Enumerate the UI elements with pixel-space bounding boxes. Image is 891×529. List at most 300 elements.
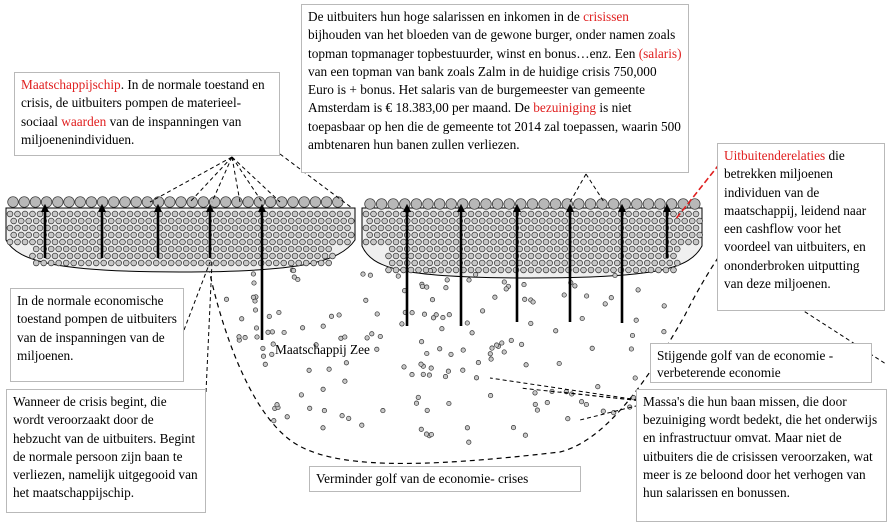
masses-note: Massa's die hun baan missen, die door bezuiniging wordt bedekt, die het onderwijs en infrastructuur omvat. Maar niet de uitbuiters die de crisissen veroorzaken, wat meer is ze beloond door het verhogen van hun salarissen en bonussen. — [636, 389, 887, 522]
individual-circle — [90, 225, 96, 231]
individual-circle — [382, 218, 388, 224]
individual-circle — [337, 239, 343, 245]
individual-circle — [165, 253, 171, 259]
exploiter-circle — [53, 197, 64, 208]
sea-individual-circle — [272, 419, 276, 423]
individual-circle — [543, 267, 549, 273]
individual-circle — [607, 232, 613, 238]
individual-circle — [644, 218, 650, 224]
individual-circle — [386, 225, 392, 231]
individual-circle — [438, 239, 444, 245]
sea-individual-circle — [474, 376, 478, 380]
sea-individual-circle — [253, 308, 257, 312]
individual-circle — [105, 253, 111, 259]
individual-circle — [401, 225, 407, 231]
individual-circle — [611, 211, 617, 217]
highlighted-term: bezuiniging — [533, 100, 597, 116]
individual-circle — [202, 253, 208, 259]
sea-individual-circle — [502, 280, 506, 284]
individual-circle — [378, 225, 384, 231]
individual-circle — [30, 225, 36, 231]
exploiter-circle — [400, 199, 411, 210]
individual-circle — [543, 253, 549, 259]
individual-circle — [11, 232, 17, 238]
individual-circle — [596, 225, 602, 231]
individual-circle — [558, 211, 564, 217]
individual-circle — [449, 246, 455, 252]
individual-circle — [345, 239, 351, 245]
individual-circle — [528, 253, 534, 259]
individual-circle — [93, 232, 99, 238]
individual-circle — [573, 211, 579, 217]
individual-circle — [217, 239, 223, 245]
exploiter-circle — [504, 199, 515, 210]
exploiter-circle — [19, 197, 30, 208]
individual-circle — [281, 246, 287, 252]
individual-circle — [195, 239, 201, 245]
sea-individual-circle — [467, 440, 471, 444]
exploiter-circle — [232, 197, 243, 208]
individual-circle — [442, 218, 448, 224]
individual-circle — [674, 218, 680, 224]
individual-circle — [431, 239, 437, 245]
individual-circle — [491, 239, 497, 245]
individual-circle — [641, 225, 647, 231]
individual-circle — [296, 246, 302, 252]
individual-circle — [547, 232, 553, 238]
individual-circle — [213, 260, 219, 266]
individual-circle — [105, 225, 111, 231]
note-text: is niet toepasbaar op hen die de gemeente tot 2014 zal toepassen, waarin 500 ambtenaren hun banen zullen verliezen. — [308, 100, 681, 153]
individual-circle — [389, 232, 395, 238]
individual-circle — [240, 239, 246, 245]
individual-circle — [491, 225, 497, 231]
individual-circle — [393, 239, 399, 245]
exploiter-circle — [608, 199, 619, 210]
individual-circle — [191, 232, 197, 238]
individual-circle — [363, 225, 369, 231]
individual-circle — [449, 232, 455, 238]
individual-circle — [251, 218, 257, 224]
individual-circle — [528, 267, 534, 273]
individual-circle — [498, 239, 504, 245]
individual-circle — [633, 239, 639, 245]
individual-circle — [648, 253, 654, 259]
individual-circle — [240, 253, 246, 259]
sea-individual-circle — [523, 297, 527, 301]
individual-circle — [656, 239, 662, 245]
individual-circle — [629, 246, 635, 252]
sea-individual-circle — [337, 313, 341, 317]
individual-circle — [195, 225, 201, 231]
individual-circle — [168, 246, 174, 252]
individual-circle — [270, 225, 276, 231]
highlighted-term: Maatschappijschip — [21, 77, 121, 92]
individual-circle — [551, 267, 557, 273]
individual-circle — [135, 239, 141, 245]
individual-circle — [423, 239, 429, 245]
individual-circle — [656, 211, 662, 217]
individual-circle — [453, 225, 459, 231]
individual-circle — [614, 246, 620, 252]
individual-circle — [487, 246, 493, 252]
sea-individual-circle — [321, 426, 325, 430]
individual-circle — [93, 260, 99, 266]
individual-circle — [659, 218, 665, 224]
individual-circle — [322, 225, 328, 231]
individual-circle — [678, 225, 684, 231]
individual-circle — [285, 239, 291, 245]
individual-circle — [464, 246, 470, 252]
individual-circle — [300, 225, 306, 231]
individual-circle — [86, 260, 92, 266]
exploiter-circle — [469, 199, 480, 210]
individual-circle — [330, 211, 336, 217]
pointer-line — [570, 174, 586, 202]
individual-circle — [682, 218, 688, 224]
individual-circle — [333, 232, 339, 238]
individual-circle — [48, 246, 54, 252]
individual-circle — [389, 246, 395, 252]
individual-circle — [689, 232, 695, 238]
sea-individual-circle — [267, 314, 271, 318]
crisis-begins-note: Wanneer de crisis begint, die wordt veroorzaakt door de hebzucht van de uitbuiters. Begint de normale persoon zijn baan te verliezen, namelijk uitgegooid van het maatschappijschip. — [6, 389, 206, 513]
individual-circle — [198, 232, 204, 238]
individual-circle — [378, 239, 384, 245]
individual-circle — [236, 246, 242, 252]
individual-circle — [446, 253, 452, 259]
individual-circle — [183, 232, 189, 238]
exploiter-circle — [310, 197, 321, 208]
individual-circle — [180, 239, 186, 245]
individual-circle — [374, 232, 380, 238]
note-text: bijhouden van het bloeden van de gewone burger, onder namen zoals topman topmanager topbestuurder, winst en bonus…enz. Een — [308, 27, 676, 61]
sea-individual-circle — [447, 313, 451, 317]
note-text: . In de normale toestand en crisis, de uitbuiters pompen de materieel-sociaal — [21, 77, 265, 129]
sea-individual-circle — [422, 312, 426, 316]
pointer-line — [212, 157, 232, 202]
individual-circle — [78, 218, 84, 224]
individual-circle — [431, 211, 437, 217]
individual-circle — [536, 253, 542, 259]
individual-circle — [183, 246, 189, 252]
individual-circle — [75, 225, 81, 231]
individual-circle — [213, 232, 219, 238]
individual-circle — [288, 246, 294, 252]
individual-circle — [479, 218, 485, 224]
individual-circle — [476, 211, 482, 217]
individual-circle — [419, 260, 425, 266]
individual-circle — [120, 253, 126, 259]
individual-circle — [15, 211, 21, 217]
individual-circle — [401, 211, 407, 217]
individual-circle — [671, 225, 677, 231]
individual-circle — [644, 232, 650, 238]
individual-circle — [592, 218, 598, 224]
individual-circle — [101, 260, 107, 266]
individual-circle — [236, 260, 242, 266]
note-text: van de inspanningen van miljoenenindividuen. — [21, 113, 242, 147]
individual-circle — [161, 232, 167, 238]
exploiter-circle — [120, 197, 131, 208]
individual-circle — [464, 260, 470, 266]
individual-circle — [333, 218, 339, 224]
individual-circle — [588, 211, 594, 217]
individual-circle — [581, 239, 587, 245]
sea-individual-circle — [420, 284, 424, 288]
individual-circle — [682, 232, 688, 238]
individual-circle — [438, 267, 444, 273]
individual-circle — [539, 232, 545, 238]
exploiter-circle — [620, 199, 631, 210]
individual-circle — [408, 239, 414, 245]
individual-circle — [7, 211, 13, 217]
individual-circle — [236, 218, 242, 224]
individual-circle — [588, 253, 594, 259]
individual-circle — [562, 218, 568, 224]
individual-circle — [408, 225, 414, 231]
individual-circle — [641, 253, 647, 259]
individual-circle — [131, 218, 137, 224]
individual-circle — [138, 218, 144, 224]
individual-circle — [434, 246, 440, 252]
individual-circle — [543, 225, 549, 231]
sea-individual-circle — [430, 298, 434, 302]
sea-individual-circle — [343, 379, 347, 383]
individual-circle — [524, 232, 530, 238]
individual-circle — [446, 211, 452, 217]
individual-circle — [596, 253, 602, 259]
individual-circle — [108, 246, 114, 252]
individual-circle — [476, 267, 482, 273]
individual-circle — [573, 239, 579, 245]
individual-circle — [472, 246, 478, 252]
individual-circle — [195, 211, 201, 217]
individual-circle — [228, 246, 234, 252]
individual-circle — [521, 267, 527, 273]
individual-circle — [573, 267, 579, 273]
individual-circle — [554, 246, 560, 252]
individual-circle — [116, 218, 122, 224]
exploiter-circle — [109, 197, 120, 208]
individual-circle — [442, 232, 448, 238]
individual-circle — [67, 225, 73, 231]
individual-circle — [120, 225, 126, 231]
individual-circle — [270, 253, 276, 259]
individual-circle — [382, 232, 388, 238]
individual-circle — [562, 246, 568, 252]
sea-individual-circle — [545, 400, 549, 404]
individual-circle — [626, 211, 632, 217]
individual-circle — [539, 246, 545, 252]
individual-circle — [483, 239, 489, 245]
individual-circle — [581, 225, 587, 231]
individual-circle — [524, 260, 530, 266]
sea-individual-circle — [343, 335, 347, 339]
individual-circle — [37, 239, 43, 245]
individual-circle — [273, 218, 279, 224]
sea-individual-circle — [480, 309, 484, 313]
individual-circle — [108, 232, 114, 238]
sea-individual-circle — [255, 335, 259, 339]
individual-circle — [41, 260, 47, 266]
individual-circle — [562, 232, 568, 238]
individual-circle — [371, 211, 377, 217]
individual-circle — [502, 246, 508, 252]
individual-circle — [494, 260, 500, 266]
sea-individual-circle — [299, 393, 303, 397]
individual-circle — [292, 211, 298, 217]
exploiter-circle — [643, 199, 654, 210]
individual-circle — [588, 267, 594, 273]
individual-circle — [611, 239, 617, 245]
exploiter-circle — [411, 199, 422, 210]
individual-circle — [401, 253, 407, 259]
exploitative-relations-note — [717, 143, 885, 311]
individual-circle — [228, 218, 234, 224]
individual-circle — [363, 239, 369, 245]
individual-circle — [464, 218, 470, 224]
individual-circle — [90, 239, 96, 245]
society-ship-note — [14, 72, 280, 156]
individual-circle — [303, 260, 309, 266]
exploiter-circle — [388, 199, 399, 210]
individual-circle — [213, 246, 219, 252]
individual-circle — [303, 246, 309, 252]
sea-individual-circle — [329, 314, 333, 318]
individual-circle — [584, 218, 590, 224]
sea-individual-circle — [488, 393, 492, 397]
individual-circle — [71, 246, 77, 252]
individual-circle — [584, 260, 590, 266]
sea-individual-circle — [443, 374, 447, 378]
individual-circle — [397, 246, 403, 252]
individual-circle — [483, 211, 489, 217]
exploiter-circle — [481, 199, 492, 210]
individual-circle — [82, 253, 88, 259]
individual-circle — [603, 225, 609, 231]
individual-circle — [644, 246, 650, 252]
sea-individual-circle — [523, 433, 527, 437]
sea-individual-circle — [613, 273, 617, 277]
sea-individual-circle — [266, 330, 270, 334]
sea-individual-circle — [609, 296, 613, 300]
note-text: die betrekken miljoenen individuen van de maatschappij, leidend naar een cashflow voor het voordeel van uitbuiters, en ononderbroken uitputting van deze miljoenen. — [724, 148, 867, 292]
individual-circle — [599, 218, 605, 224]
individual-circle — [337, 225, 343, 231]
sea-individual-circle — [504, 287, 508, 291]
individual-circle — [449, 260, 455, 266]
individual-circle — [135, 253, 141, 259]
individual-circle — [183, 260, 189, 266]
sea-individual-circle — [263, 362, 267, 366]
individual-circle — [277, 225, 283, 231]
sea-individual-circle — [488, 352, 492, 356]
exploiter-circle — [458, 199, 469, 210]
individual-circle — [674, 260, 680, 266]
individual-circle — [468, 211, 474, 217]
individual-circle — [123, 218, 129, 224]
individual-circle — [686, 211, 692, 217]
individual-circle — [60, 225, 66, 231]
individual-circle — [191, 246, 197, 252]
individual-circle — [116, 260, 122, 266]
individual-circle — [165, 211, 171, 217]
individual-circle — [138, 246, 144, 252]
sea-individual-circle — [240, 317, 244, 321]
individual-circle — [71, 260, 77, 266]
individual-circle — [633, 211, 639, 217]
individual-circle — [389, 260, 395, 266]
sea-individual-circle — [580, 316, 584, 320]
exploiter-circle — [243, 197, 254, 208]
sea-individual-circle — [251, 295, 255, 299]
individual-circle — [172, 225, 178, 231]
individual-circle — [547, 260, 553, 266]
individual-circle — [285, 253, 291, 259]
sea-individual-circle — [489, 357, 493, 361]
individual-circle — [434, 232, 440, 238]
individual-circle — [554, 232, 560, 238]
individual-circle — [123, 260, 129, 266]
exploiter-circle — [516, 199, 527, 210]
sea-individual-circle — [322, 408, 326, 412]
sea-individual-circle — [364, 298, 368, 302]
individual-circle — [247, 211, 253, 217]
individual-circle — [48, 260, 54, 266]
sea-individual-circle — [347, 416, 351, 420]
individual-circle — [423, 211, 429, 217]
individual-circle — [506, 267, 512, 273]
individual-circle — [633, 267, 639, 273]
individual-circle — [30, 211, 36, 217]
individual-circle — [243, 232, 249, 238]
exploiter-circle — [176, 197, 187, 208]
individual-circle — [468, 239, 474, 245]
individual-circle — [491, 211, 497, 217]
sea-individual-circle — [368, 273, 372, 277]
individual-circle — [629, 260, 635, 266]
individual-circle — [592, 232, 598, 238]
individual-circle — [603, 211, 609, 217]
individual-circle — [37, 225, 43, 231]
sea-individual-circle — [529, 321, 533, 325]
individual-circle — [142, 253, 148, 259]
individual-circle — [371, 239, 377, 245]
individual-circle — [476, 239, 482, 245]
exploiter-circle — [632, 199, 643, 210]
exploiter-circle — [165, 197, 176, 208]
individual-circle — [67, 211, 73, 217]
exploiter-circle — [333, 197, 344, 208]
individual-circle — [487, 218, 493, 224]
individual-circle — [656, 253, 662, 259]
individual-circle — [386, 211, 392, 217]
individual-circle — [311, 232, 317, 238]
individual-circle — [637, 218, 643, 224]
individual-circle — [596, 239, 602, 245]
sea-individual-circle — [533, 391, 537, 395]
sea-individual-circle — [470, 331, 474, 335]
individual-circle — [674, 246, 680, 252]
sea-individual-circle — [493, 295, 497, 299]
sea-individual-circle — [441, 315, 445, 319]
sea-individual-circle — [381, 408, 385, 412]
sea-individual-circle — [438, 347, 442, 351]
individual-circle — [614, 260, 620, 266]
individual-circle — [165, 239, 171, 245]
individual-circle — [225, 225, 231, 231]
